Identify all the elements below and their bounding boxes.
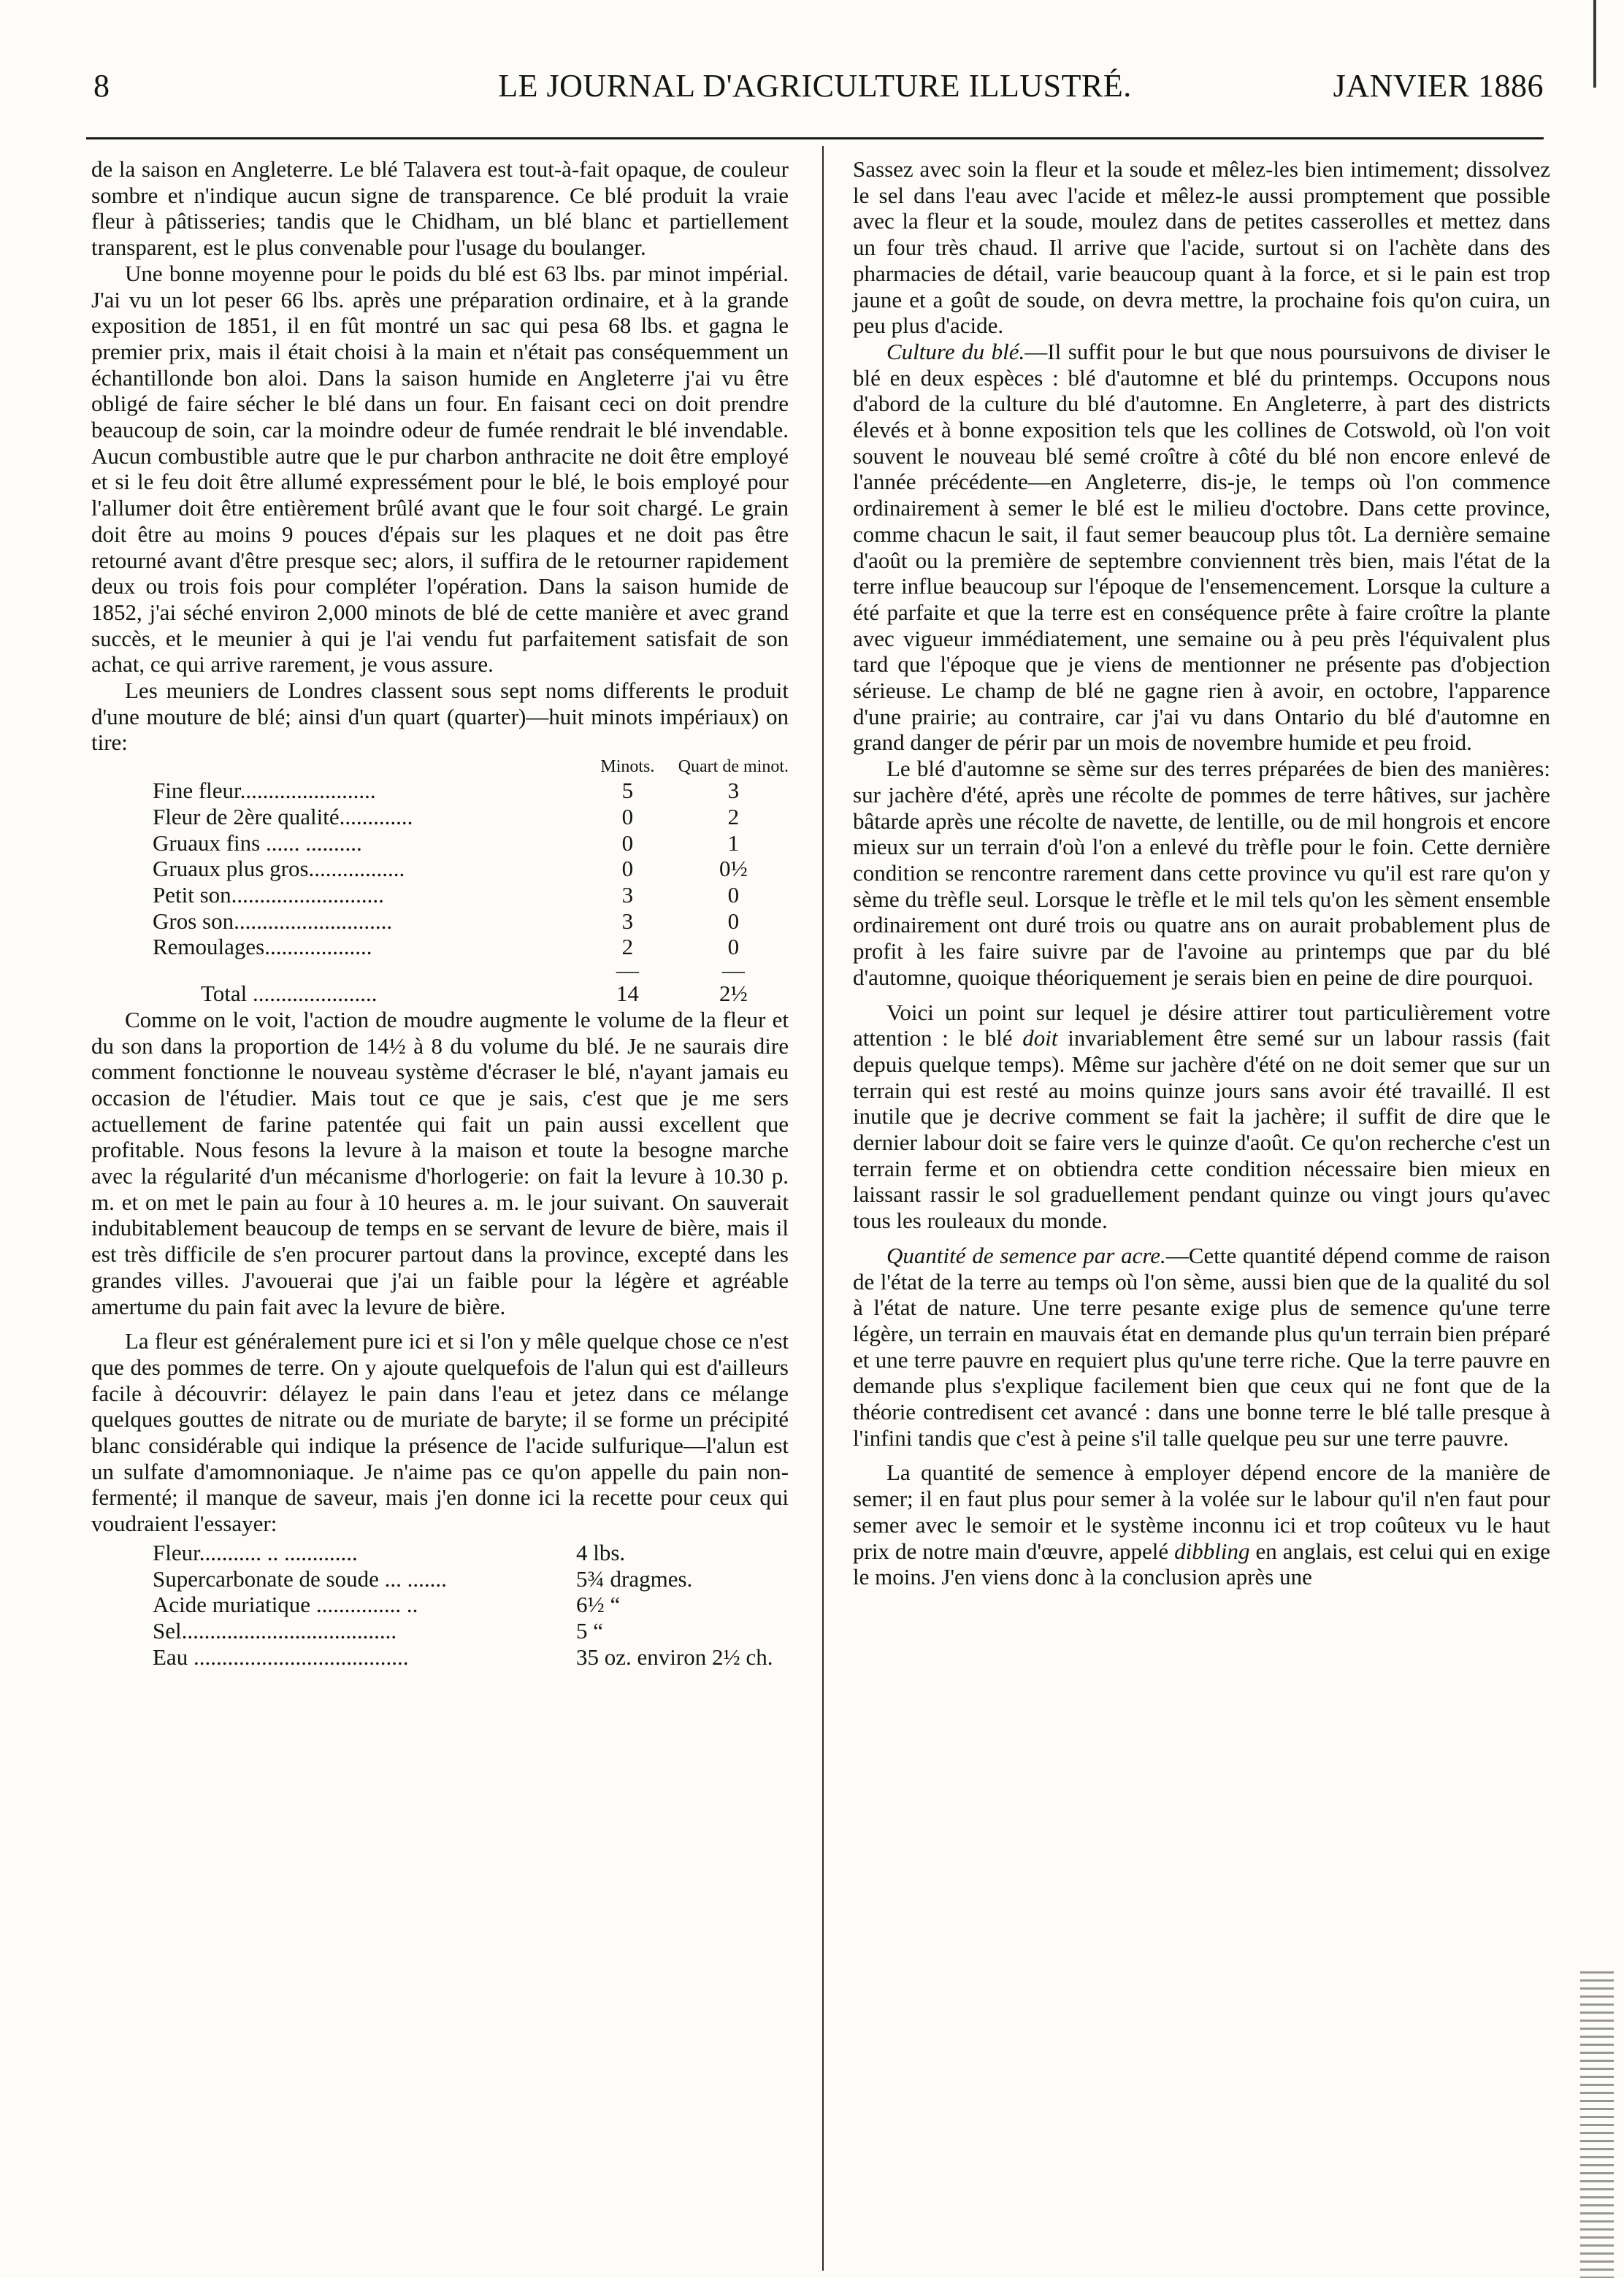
table-cell-quart: 2	[727, 803, 740, 829]
recipe-ingredient: Acide muriatique ............... ..	[153, 1592, 418, 1618]
milling-table	[91, 756, 789, 1007]
recipe-row	[91, 1644, 789, 1671]
recipe-quantity: 4 lbs.	[576, 1539, 626, 1565]
recipe-ingredient: Fleur........... .. .............	[153, 1539, 358, 1565]
table-row-label: Gruaux fins ...... ..........	[153, 829, 362, 856]
table-row	[91, 804, 789, 830]
table-row-label: Fleur de 2ère qualité.............	[153, 803, 413, 829]
recipe-row	[91, 1618, 789, 1644]
table-row-label: Remoulages...................	[153, 934, 372, 960]
paragraph: La fleur est généralement pure ici et si l'on y mêle quelque chose ce n'est que des pommes de terre. On y ajoute quelquefois de l'alun qui est d'ailleurs facile à découvrir: délayez le pain dans l'eau et jetez dans ce mélange quelques gouttes de nitrate ou de muriate de baryte; il se forme un précipité blanc considérable qui indique la présence de l'acide sulfurique—l'alun est un sulfate d'amomnoniaque. Je n'aime pas ce qu'on appelle du pain non-fermenté; il manque de saveur, mais j'en donne ici la recette pour ceux qui voudraient l'essayer:	[91, 1328, 789, 1537]
recipe-quantity: 6½ “	[576, 1592, 621, 1618]
table-cell-minots: 3	[621, 908, 634, 934]
table-dash: —	[616, 957, 639, 983]
table-cell-quart: 3	[727, 778, 740, 804]
table-row-label: Petit son...........................	[153, 881, 384, 908]
paragraph: Le blé d'automne se sème sur des terres préparées de bien des manières: sur jachère d'été, après une récolte de pommes de terre hâtives, sur jachère bâtarde après une récolte de navette, de lentille, ou de mil hongrois et encore mieux sur un terrain d'où l'on a enlevé du trèfle pour le foin. Cette dernière condition se rencontre rarement dans cette province vu qu'il est rare qu'on y sème du trèfle seul. Lorsque le trèfle et le mil tels qu'on les sèment ensemble ordinairement ont duré trois ou quatre ans on aurait probablement plus de profit à les faire suivre par de l'avoine au printemps que par du blé d'automne, quoique théoriquement je serais bien en peine de dire pourquoi.	[853, 756, 1550, 990]
table-row	[91, 908, 789, 935]
table-total-minots: 14	[616, 981, 639, 1007]
right-column	[853, 156, 1550, 1590]
table-row-label: Gros son............................	[153, 908, 393, 934]
recipe-quantity: 35 oz. environ 2½ ch.	[576, 1644, 773, 1670]
emphasis: dibbling	[1174, 1538, 1250, 1564]
table-header-row	[91, 756, 789, 778]
table-dash-row	[91, 960, 789, 981]
table-cell-minots: 0	[621, 856, 634, 882]
table-row	[91, 830, 789, 856]
header-rule	[86, 137, 1544, 139]
table-cell-minots: 0	[621, 829, 634, 856]
paragraph: Sassez avec soin la fleur et la soude et mêlez-les bien intimement; dissolvez le sel dans l'eau avec l'acide et mêlez-le aussi promptement que possible avec la fleur et la soude, moulez dans de petites casserolles et mettez dans un four très chaud. Il arrive que l'acide, surtout si on l'achète dans des pharmacies de détail, varie beaucoup quant à la force, et si le pain est trop jaune et a goût de soude, on devra mettre, la prochaine fois qu'on cuira, un peu plus d'acide.	[853, 156, 1550, 339]
table-cell-quart: 0	[727, 934, 740, 960]
recipe-quantity: 5¾ dragmes.	[576, 1565, 693, 1592]
section-heading: Culture du blé.	[886, 338, 1025, 364]
scan-edge-mark	[1593, 0, 1596, 88]
recipe-row	[91, 1592, 789, 1618]
table-header-minots: Minots.	[600, 757, 655, 777]
section-heading: Quantité de semence par acre.	[886, 1242, 1166, 1268]
table-cell-minots: 0	[621, 803, 634, 829]
table-cell-quart: 0½	[719, 856, 748, 882]
table-header-quart: Quart de minot.	[678, 757, 789, 777]
left-column	[91, 156, 789, 1670]
paragraph: Voici un point sur lequel je désire attirer tout particulièrement votre attention : le blé doit invariablement être semé sur un labour rassis (fait depuis quelque temps). Même sur jachère d'été on ne doit semer que sur un terrain qui est resté au moins quinze jours sans avoir été travaillé. Il est inutile que je decrive comment se fait la jachère; il suffit de dire que le dernier labour doit se faire vers le quinze d'août. Ce qu'on recherche c'est un terrain ferme et on obtiendra cette condition nécessaire bien mieux en laissant rassir le sol graduellement pendant quinze ou vingt jours qu'avec tous les rouleaux du monde.	[853, 999, 1550, 1234]
page-number: 8	[93, 68, 110, 104]
table-row	[91, 934, 789, 960]
table-row-label: Gruaux plus gros.................	[153, 856, 405, 882]
paragraph: Quantité de semence par acre.—Cette quantité dépend comme de raison de l'état de la terre au temps où l'on sème, aussi bien que de la qualité du sol à l'état de nature. Une terre pesante exige plus de semence qu'une terre légère, un terrain en mauvais état en demande plus qu'un terrain bien préparé et une terre pauvre en requiert plus qu'une terre riche. Que la terre pauvre en demande plus s'explique facilement bien que ceux qui ne font que de la théorie contredisent cet avancé : dans une bonne terre le blé talle presque à l'infini tandis que c'est à peine s'il talle quelque peu sur une terre pauvre.	[853, 1242, 1550, 1451]
table-cell-minots: 2	[621, 934, 634, 960]
table-total-label: Total ......................	[201, 981, 378, 1007]
table-cell-quart: 0	[727, 881, 740, 908]
paragraph: La quantité de semence à employer dépend encore de la manière de semer; il en faut plus pour semer à la volée sur le labour qu'il n'en faut pour semer avec le semoir et le système inconnu ici et trop coûteux vu le haut prix de notre main d'œuvre, appelé dibbling en anglais, est celui qui en exige le moins. J'en viens donc à la conclusion après une	[853, 1460, 1550, 1590]
table-cell-quart: 1	[727, 829, 740, 856]
table-row	[91, 882, 789, 908]
table-dash: —	[721, 957, 745, 983]
recipe-quantity: 5 “	[576, 1617, 604, 1644]
table-row	[91, 856, 789, 882]
table-total-row	[91, 981, 789, 1007]
paragraph: Comme on le voit, l'action de moudre augmente le volume de la fleur et du son dans la proportion de 14½ à 8 du volume du blé. Je ne saurais dire comment fonctionne le nouveau système d'écraser le blé, n'ayant jamais eu occasion de l'étudier. Mais tout ce que je sais, c'est que je me sers actuellement de farine patentée qui fait un pain aussi excellent que profitable. Nous fesons la levure à la maison et toute la besogne marche avec la régularité d'un mécanisme d'horlogerie: on fait la levure à 10.30 p. m. et on met le pain au four à 10 heures a. m. le jour suivant. On sauverait indubitablement beaucoup de temps en se servant de levure de bière, mais il est très difficile de s'en procurer partout dans la province, excepté dans les grandes villes. J'avouerai que j'ai un faible pour la légère et agréable amertume du pain fait avec la levure de bière.	[91, 1006, 789, 1319]
paragraph: Culture du blé.—Il suffit pour le but que nous poursuivons de diviser le blé en deux espèces : blé d'automne et blé du printemps. Occupons nous d'abord de la culture du blé d'automne. En Angleterre, à part des districts élevés et à bonne exposition tels que les collines de Cotswold, où l'on voit souvent le nouveau blé semé croître à côté du blé non encore enlevé de l'année précédente—en Angleterre, dis-je, le temps où l'on commence ordinairement à semer le blé est le milieu d'octobre. Dans cette province, comme chacun le sait, il faut semer beaucoup plus tôt. La dernière semaine d'août ou la première de septembre conviennent très bien, mais l'état de la terre influe beaucoup sur l'époque de l'ensemencement. Lorsque la culture a été parfaite et que la terre est en conséquence prête à faire croître la plante avec vigueur immédiatement, une semaine ou à peu près l'équivalent plus tard que l'époque que je viens de mentionner ne présente pas d'objection sérieuse. Le champ de blé ne gagne rien à avoir, en octobre, l'apparence d'une prairie; au contraire, car j'ai vu dans Ontario du blé d'automne en grand danger de périr par un mois de novembre humide et peu froid.	[853, 338, 1550, 756]
table-total-quart: 2½	[719, 981, 748, 1007]
paragraph: Les meuniers de Londres classent sous sept noms differents le produit d'une mouture de blé; ainsi d'un quart (quarter)—huit minots impériaux) on tire:	[91, 678, 789, 756]
paragraph: de la saison en Angleterre. Le blé Talavera est tout-à-fait opaque, de couleur sombre et n'indique aucun signe de transparence. Ce blé produit la vraie fleur à pâtisseries; tandis que le Chidham, un blé blanc et partiellement transparent, est le plus convenable pour l'usage du boulanger.	[91, 156, 789, 261]
table-row	[91, 778, 789, 804]
column-divider	[822, 146, 824, 2271]
table-row-label: Fine fleur........................	[153, 778, 376, 804]
recipe-ingredient: Sel......................................	[153, 1617, 397, 1644]
recipe-row	[91, 1566, 789, 1592]
table-cell-minots: 5	[621, 778, 634, 804]
page-header	[86, 64, 1544, 108]
recipe-table	[91, 1540, 789, 1671]
recipe-ingredient: Supercarbonate de soude ... .......	[153, 1565, 447, 1592]
table-cell-minots: 3	[621, 881, 634, 908]
emphasis: doit	[1022, 1025, 1058, 1051]
paragraph: Une bonne moyenne pour le poids du blé est 63 lbs. par minot impérial. J'ai vu un lot peser 66 lbs. après une préparation ordinaire, et à la grande exposition de 1851, il en fût montré un sac qui pesa 68 lbs. et gagna le premier prix, mais il était choisi à la main et n'était pas conséquemment un échantillonde bon aloi. Dans la saison humide en Angleterre j'ai vu être obligé de faire sécher le blé dans un four. En faisant ceci on doit prendre beaucoup de soin, car la moindre odeur de fumée rendrait le blé invendable. Aucun combustible autre que le pur charbon anthracite ne doit être employé et si le feu doit être allumé expressément pour le blé, le bois employé pour l'allumer doit être entièrement brûlé avant que le four soit chargé. Le grain doit être au moins 9 pouces d'épais sur les plaques et ne doit pas être retourné avant d'être presque sec; alors, il suffira de le retourner rapidement deux ou trois fois pour compléter l'opération. Dans la saison humide de 1852, j'ai séché environ 2,000 minots de blé de cette manière et avec grand succès, et le meunier à qui je l'ai vendu fut parfaitement satisfait de son achat, ce qui arrive rarement, je vous assure.	[91, 260, 789, 678]
journal-title: LE JOURNAL D'AGRICULTURE ILLUSTRÉ.	[498, 68, 1132, 104]
issue-date: JANVIER 1886	[1333, 68, 1544, 104]
scan-edge-noise	[1580, 1971, 1614, 2278]
recipe-ingredient: Eau ......................................	[153, 1644, 409, 1670]
table-cell-quart: 0	[727, 908, 740, 934]
recipe-row	[91, 1540, 789, 1566]
